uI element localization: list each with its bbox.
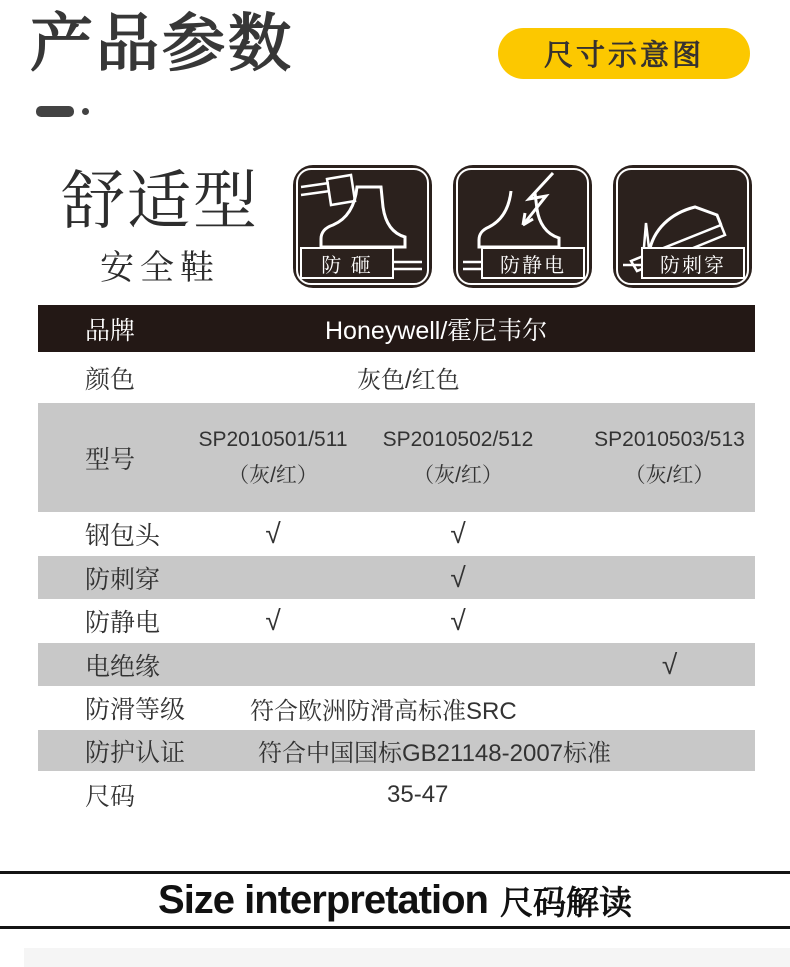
table-row-steel-toe (38, 512, 755, 556)
model-cell (358, 427, 558, 487)
model-colorway: （灰/红） (228, 463, 318, 487)
title-underline-dash (36, 106, 74, 117)
title-underline-dot (82, 108, 89, 115)
table-row-brand (38, 305, 755, 352)
model-cell (558, 427, 755, 487)
row-label: 电绝缘 (85, 652, 161, 681)
anti-static-icon (453, 165, 592, 288)
product-type-label: 舒适型 (61, 165, 259, 237)
size-range-value: 35-47 (387, 780, 449, 808)
table-row-size (38, 771, 755, 818)
check-cell: √ (265, 518, 281, 549)
page-title: 产品参数 (30, 9, 294, 79)
slip-rating-value: 符合欧洲防滑高标准SRC (250, 697, 517, 725)
table-row-anti-puncture (38, 556, 755, 599)
bottom-section-bar (24, 948, 790, 967)
anti-smash-label: 防 砸 (300, 247, 394, 279)
anti-static-label: 防静电 (481, 247, 585, 279)
row-label: 防静电 (85, 609, 161, 637)
model-cell (188, 427, 358, 487)
anti-puncture-label: 防刺穿 (641, 247, 745, 279)
spec-table (38, 305, 755, 818)
table-row-electrical-insulation (38, 643, 755, 686)
size-diagram-badge[interactable]: 尺寸示意图 (498, 28, 750, 79)
check-cell: √ (661, 648, 678, 680)
row-label: 尺码 (85, 782, 136, 811)
table-row-anti-static (38, 599, 755, 643)
row-label: 钢包头 (85, 522, 161, 550)
check-cell: √ (450, 605, 466, 636)
model-code: SP2010503/513 (594, 428, 745, 452)
color-value: 灰色/红色 (357, 367, 460, 394)
model-colorway: （灰/红） (624, 463, 715, 487)
anti-smash-icon (293, 165, 432, 288)
row-label: 品牌 (85, 316, 136, 345)
table-row-certification (38, 730, 755, 771)
row-label: 防护认证 (85, 738, 186, 767)
anti-puncture-icon (613, 165, 752, 288)
check-cell: √ (450, 561, 466, 593)
model-code: SP2010501/511 (198, 428, 348, 452)
check-cell: √ (265, 605, 281, 636)
heading-english: Size interpretation (158, 877, 488, 922)
row-label: 防刺穿 (85, 565, 161, 594)
row-label: 型号 (85, 445, 136, 474)
row-label: 防滑等级 (85, 696, 186, 724)
product-category-label: 安全鞋 (100, 249, 220, 287)
brand-value: Honeywell/霍尼韦尔 (325, 316, 548, 345)
size-interpretation-heading (0, 871, 790, 929)
row-label: 颜色 (85, 365, 136, 394)
check-cell: √ (450, 518, 466, 549)
model-code: SP2010502/512 (382, 428, 534, 452)
table-row-color (38, 352, 755, 403)
model-colorway: （灰/红） (413, 463, 503, 487)
certification-value: 符合中国国标GB21148-2007标准 (258, 740, 612, 767)
heading-chinese: 尺码解读 (499, 883, 632, 921)
table-row-slip-rating (38, 686, 755, 730)
table-row-model (38, 403, 755, 512)
